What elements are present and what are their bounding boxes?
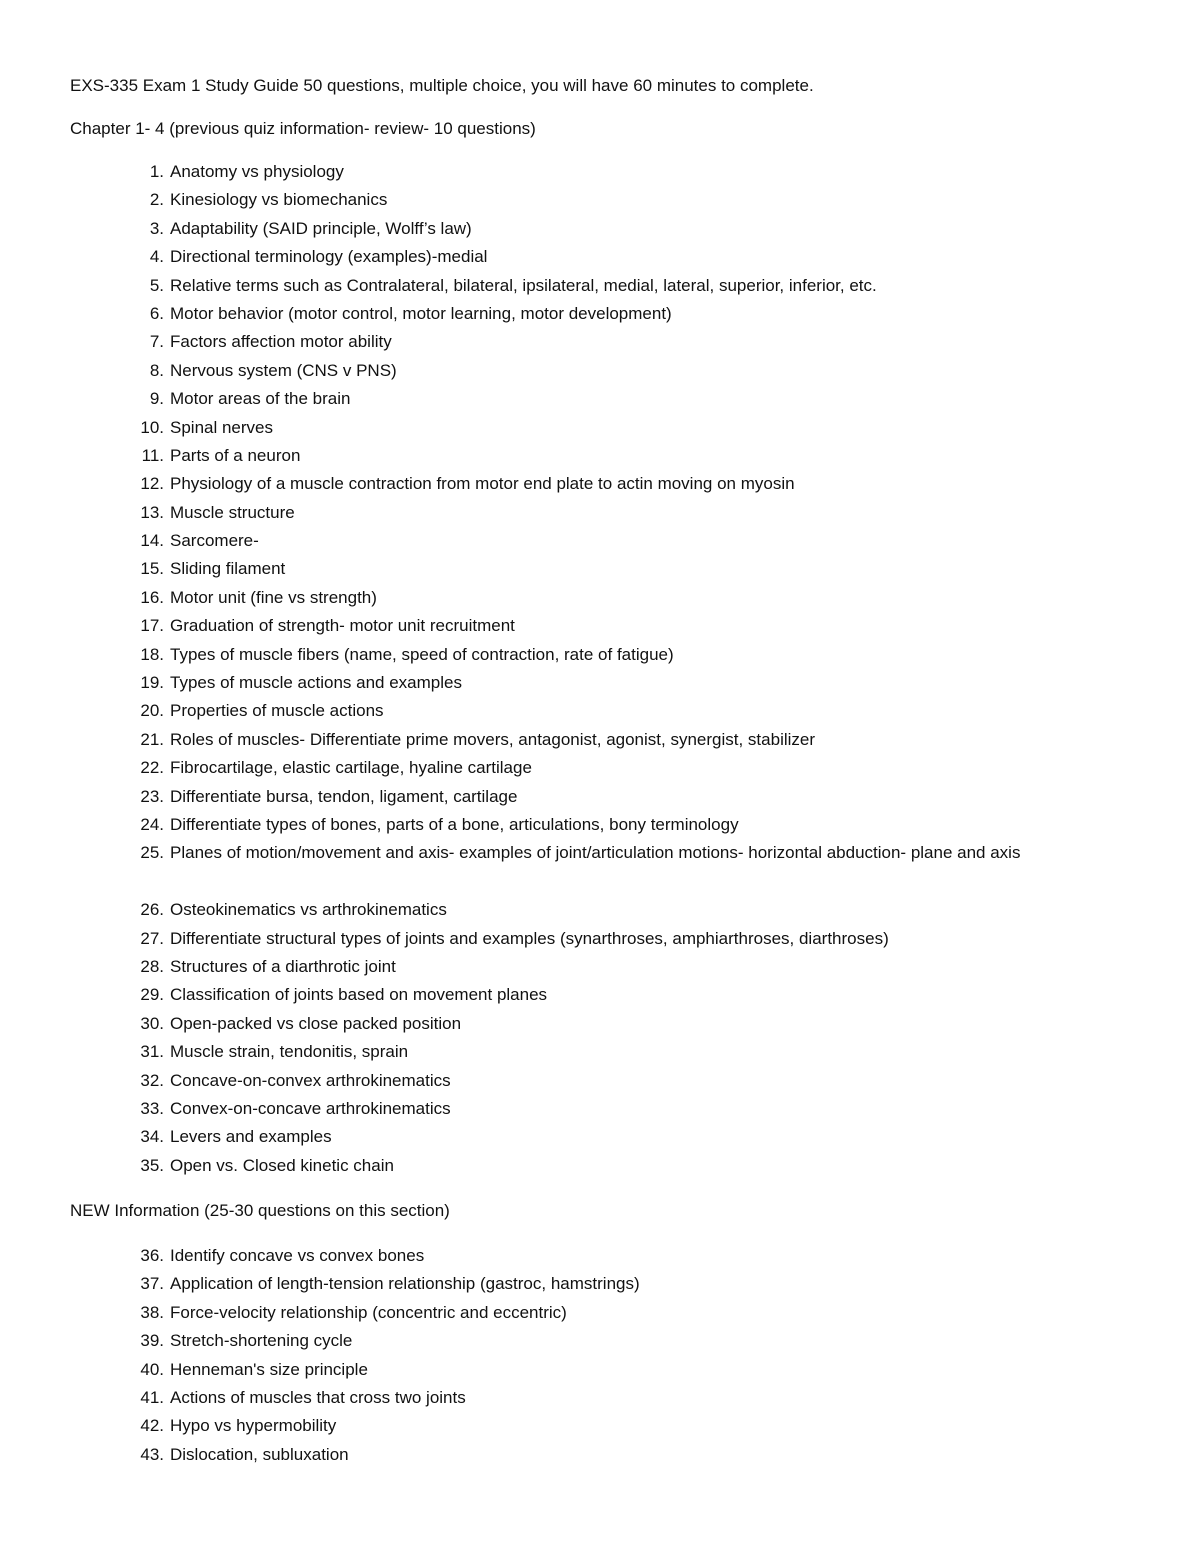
list-item <box>0 1010 1110 1038</box>
list-item-number: 2. <box>149 190 164 210</box>
list-item <box>0 1152 1110 1180</box>
list-item-text: Types of muscle actions and examples <box>170 673 462 693</box>
list-item <box>0 215 1110 243</box>
list-item-number: 42. <box>140 1416 164 1436</box>
list-item-text: Differentiate types of bones, parts of a bone, articulations, bony terminology <box>170 814 739 834</box>
list-item-number: 4. <box>149 247 164 267</box>
list-item-number: 20. <box>140 701 164 721</box>
list-item-number: 25. <box>140 843 164 863</box>
list-item <box>0 328 1110 356</box>
list-item <box>0 272 1110 300</box>
list-item <box>0 1038 1110 1066</box>
list-item <box>0 499 1110 527</box>
list-item-text: Hypo vs hypermobility <box>170 1416 337 1436</box>
list-item-number: 7. <box>149 332 164 352</box>
list-item-number: 40. <box>140 1359 164 1379</box>
list-item <box>0 442 1110 470</box>
document-title: EXS-335 Exam 1 Study Guide 50 questions, multiple choice, you will have 60 minutes to complete. <box>70 76 814 95</box>
list-item-text: Application of length-tension relationship (gastroc, hamstrings) <box>170 1274 640 1294</box>
list-item-text: Structures of a diarthrotic joint <box>170 956 396 976</box>
list-item-text: Physiology of a muscle contraction from motor end plate to actin moving on myosin <box>170 474 795 494</box>
list-item-number: 15. <box>140 559 164 579</box>
list-item-number: 38. <box>140 1302 164 1322</box>
list-item-number: 14. <box>140 531 164 551</box>
list-item-number: 21. <box>140 729 164 749</box>
list-item-number: 16. <box>140 587 164 607</box>
list-item-number: 28. <box>140 956 164 976</box>
list-item-text: Concave-on-convex arthrokinematics <box>170 1070 451 1090</box>
list-item <box>0 1327 1110 1355</box>
list-item <box>0 1242 1110 1270</box>
list-item <box>0 1067 1110 1095</box>
list-item-number: 33. <box>140 1098 164 1118</box>
list-item <box>0 385 1110 413</box>
list-item <box>0 158 1110 186</box>
review-topic-list <box>0 158 1110 1180</box>
list-item <box>0 726 1110 754</box>
list-item <box>0 186 1110 214</box>
list-item-number: 18. <box>140 644 164 664</box>
list-item <box>0 754 1110 782</box>
list-item <box>0 414 1110 442</box>
list-item <box>0 470 1110 498</box>
list-item-text: Motor behavior (motor control, motor learning, motor development) <box>170 303 672 323</box>
list-item-number: 11. <box>141 445 164 465</box>
list-item <box>0 1356 1110 1384</box>
list-item-text: Convex-on-concave arthrokinematics <box>170 1098 451 1118</box>
list-item-text: Factors affection motor ability <box>170 332 392 352</box>
list-item-text: Motor areas of the brain <box>170 389 351 409</box>
list-item-number: 39. <box>140 1331 164 1351</box>
list-item-text: Fibrocartilage, elastic cartilage, hyaline cartilage <box>170 758 532 778</box>
list-item-number: 19. <box>140 673 164 693</box>
list-item <box>0 925 1110 953</box>
list-item <box>0 1270 1110 1298</box>
list-item-text: Adaptability (SAID principle, Wolff’s law) <box>170 218 472 238</box>
list-item-text: Classification of joints based on movement planes <box>170 985 548 1005</box>
list-item-text: Open vs. Closed kinetic chain <box>170 1155 394 1175</box>
list-item <box>0 1441 1110 1469</box>
list-item-number: 1. <box>149 162 164 181</box>
list-item-number: 10. <box>140 417 164 437</box>
list-item <box>0 1412 1110 1440</box>
list-item-text: Differentiate bursa, tendon, ligament, cartilage <box>170 786 518 806</box>
list-item-number: 23. <box>140 786 164 806</box>
list-item-text: Nervous system (CNS v PNS) <box>170 360 397 380</box>
list-item <box>0 584 1110 612</box>
list-item-text: Roles of muscles- Differentiate prime movers, antagonist, agonist, synergist, stabilizer <box>170 729 816 749</box>
list-item-number: 34. <box>140 1127 164 1147</box>
list-item <box>0 669 1110 697</box>
list-item-number: 22. <box>140 758 164 778</box>
list-item <box>0 953 1110 981</box>
list-item <box>0 697 1110 725</box>
list-item-number: 5. <box>149 275 164 295</box>
list-item-text: Anatomy vs physiology <box>170 162 344 181</box>
list-item-text: Properties of muscle actions <box>170 701 384 721</box>
list-item-text: Force-velocity relationship (concentric and eccentric) <box>170 1302 567 1322</box>
list-item <box>0 1095 1110 1123</box>
list-item <box>0 1299 1110 1327</box>
list-item-text: Dislocation, subluxation <box>170 1444 349 1464</box>
list-item-number: 36. <box>140 1246 164 1265</box>
list-item-text: Open-packed vs close packed position <box>170 1013 462 1033</box>
list-item-text: Differentiate structural types of joints and examples (synarthroses, amphiarthroses, diarthroses) <box>170 928 889 948</box>
list-item-number: 30. <box>140 1013 164 1033</box>
list-item-text: Directional terminology (examples)-medial <box>170 247 488 267</box>
list-item-number: 31. <box>140 1042 164 1062</box>
list-item-number: 24. <box>140 814 164 834</box>
list-item-text: Sliding filament <box>170 559 286 579</box>
list-item-text: Parts of a neuron <box>170 445 301 465</box>
list-item-number: 41. <box>140 1387 164 1407</box>
list-item-text: Graduation of strength- motor unit recruitment <box>170 616 515 636</box>
list-item-number: 8. <box>149 360 164 380</box>
list-item <box>0 839 1110 896</box>
list-item-text: Sarcomere- <box>170 531 259 551</box>
list-item-text: Stretch-shortening cycle <box>170 1331 353 1351</box>
list-item-text: Muscle strain, tendonitis, sprain <box>170 1042 409 1062</box>
list-item-text: Osteokinematics vs arthrokinematics <box>170 900 447 920</box>
list-item-text: Motor unit (fine vs strength) <box>170 587 377 607</box>
list-item-number: 26. <box>140 900 164 920</box>
list-item <box>0 612 1110 640</box>
list-item-text: Henneman's size principle <box>170 1359 368 1379</box>
list-item-text: Kinesiology vs biomechanics <box>170 190 388 210</box>
list-item-number: 43. <box>140 1444 164 1464</box>
list-item-text: Identify concave vs convex bones <box>170 1246 425 1265</box>
list-item-number: 27. <box>140 928 164 948</box>
list-item-number: 37. <box>140 1274 164 1294</box>
list-item-number: 17. <box>140 616 164 636</box>
list-item-number: 9. <box>149 389 164 409</box>
list-item <box>0 555 1110 583</box>
list-item-text: Levers and examples <box>170 1127 332 1147</box>
list-item-text: Types of muscle fibers (name, speed of contraction, rate of fatigue) <box>170 644 674 664</box>
list-item-number: 13. <box>140 502 164 522</box>
list-item-number: 3. <box>149 218 164 238</box>
list-item <box>0 300 1110 328</box>
list-item <box>0 1123 1110 1151</box>
list-item <box>0 527 1110 555</box>
list-item-number: 35. <box>140 1155 164 1175</box>
list-item <box>0 243 1110 271</box>
list-item <box>0 896 1110 924</box>
list-item-text: Actions of muscles that cross two joints <box>170 1387 466 1407</box>
section-heading-new: NEW Information (25-30 questions on this section) <box>70 1201 450 1220</box>
list-item <box>0 357 1110 385</box>
list-item-text: Planes of motion/movement and axis- examples of joint/articulation motions- horizontal abduction- plane and axis <box>170 843 1021 863</box>
list-item <box>0 641 1110 669</box>
list-item-number: 32. <box>140 1070 164 1090</box>
list-item <box>0 811 1110 839</box>
section-heading-review: Chapter 1- 4 (previous quiz information- review- 10 questions) <box>70 119 536 138</box>
list-item <box>0 981 1110 1009</box>
list-item-number: 6. <box>149 303 164 323</box>
list-item-text: Spinal nerves <box>170 417 274 437</box>
list-item <box>0 783 1110 811</box>
list-item-number: 29. <box>140 985 164 1005</box>
list-item <box>0 1384 1110 1412</box>
list-item-number: 12. <box>140 474 164 494</box>
new-topic-list <box>0 1242 1110 1469</box>
list-item-text: Relative terms such as Contralateral, bilateral, ipsilateral, medial, lateral, superior, inferior, etc. <box>170 275 877 295</box>
list-item-text: Muscle structure <box>170 502 295 522</box>
